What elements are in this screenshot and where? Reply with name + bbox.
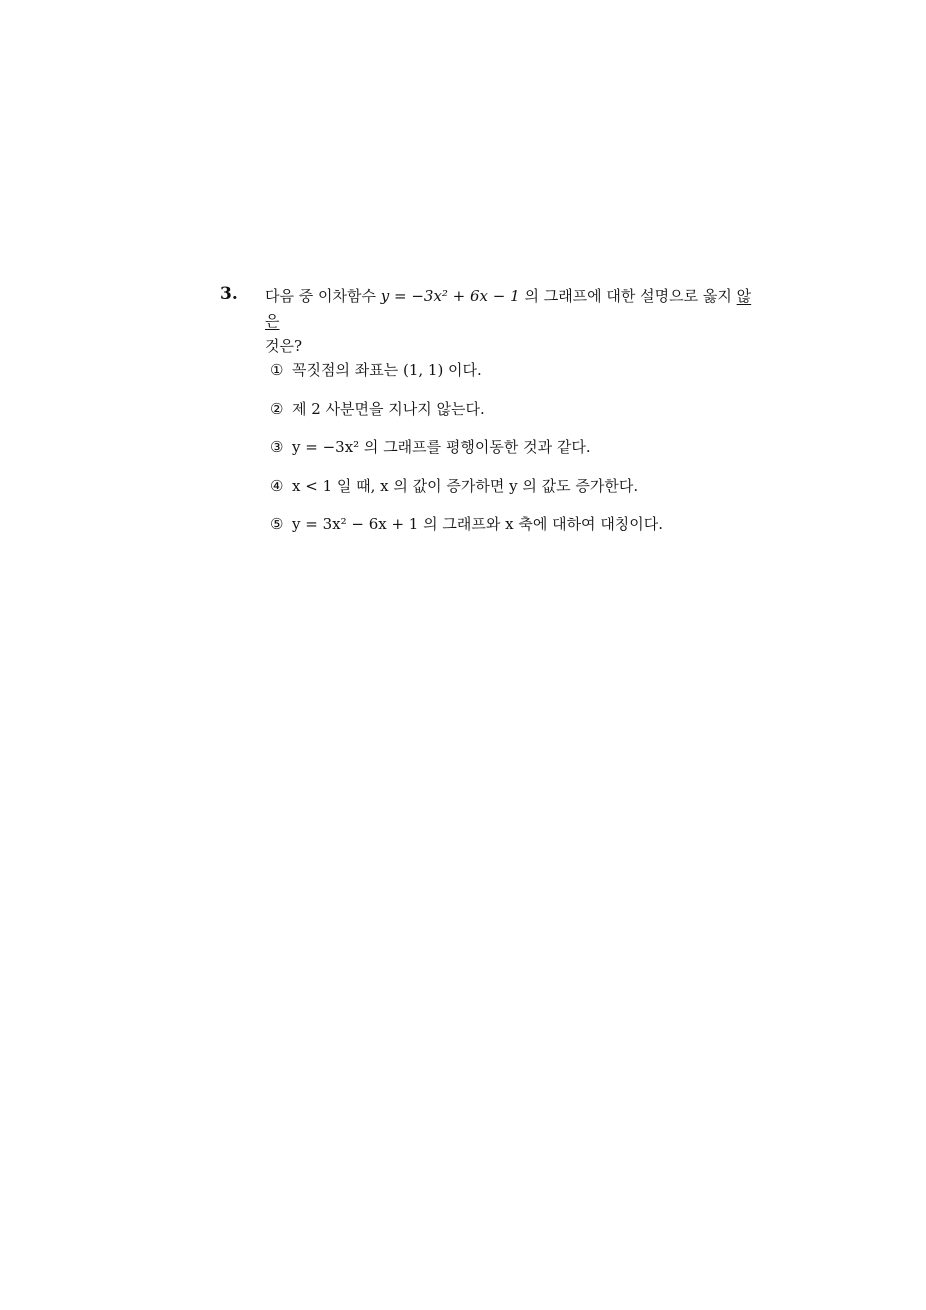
stem-text-mid: 의 그래프에 대한 설명으로 옳지	[519, 287, 737, 305]
stem-underlined-word: 않은	[265, 287, 752, 330]
choice-4[interactable]	[270, 476, 663, 515]
choice-mark: ①	[270, 361, 284, 379]
choice-text: 꼭짓점의 좌표는 (1, 1) 이다.	[292, 361, 482, 379]
choice-1[interactable]	[270, 360, 663, 399]
stem-text-pre: 다음 중 이차함수	[265, 287, 381, 305]
choice-text: y = −3x² 의 그래프를 평행이동한 것과 같다.	[292, 438, 591, 456]
choice-mark: ②	[270, 399, 284, 418]
question-stem	[265, 284, 765, 359]
choice-2[interactable]	[270, 399, 663, 438]
choice-text: 제 2 사분면을 지나지 않는다.	[292, 399, 485, 418]
stem-equation: y = −3x² + 6x − 1	[380, 287, 520, 305]
choice-list	[270, 360, 663, 553]
choice-mark: ③	[270, 438, 284, 456]
stem-text-end: 것은?	[265, 337, 303, 355]
choice-mark: ⑤	[270, 515, 284, 533]
choice-5[interactable]	[270, 514, 663, 553]
choice-text: y = 3x² − 6x + 1 의 그래프와 x 축에 대하여 대칭이다.	[292, 515, 664, 533]
question-number: 3.	[220, 284, 238, 304]
choice-mark: ④	[270, 476, 284, 495]
choice-text: x < 1 일 때, x 의 값이 증가하면 y 의 값도 증가한다.	[292, 476, 639, 495]
choice-3[interactable]	[270, 437, 663, 476]
